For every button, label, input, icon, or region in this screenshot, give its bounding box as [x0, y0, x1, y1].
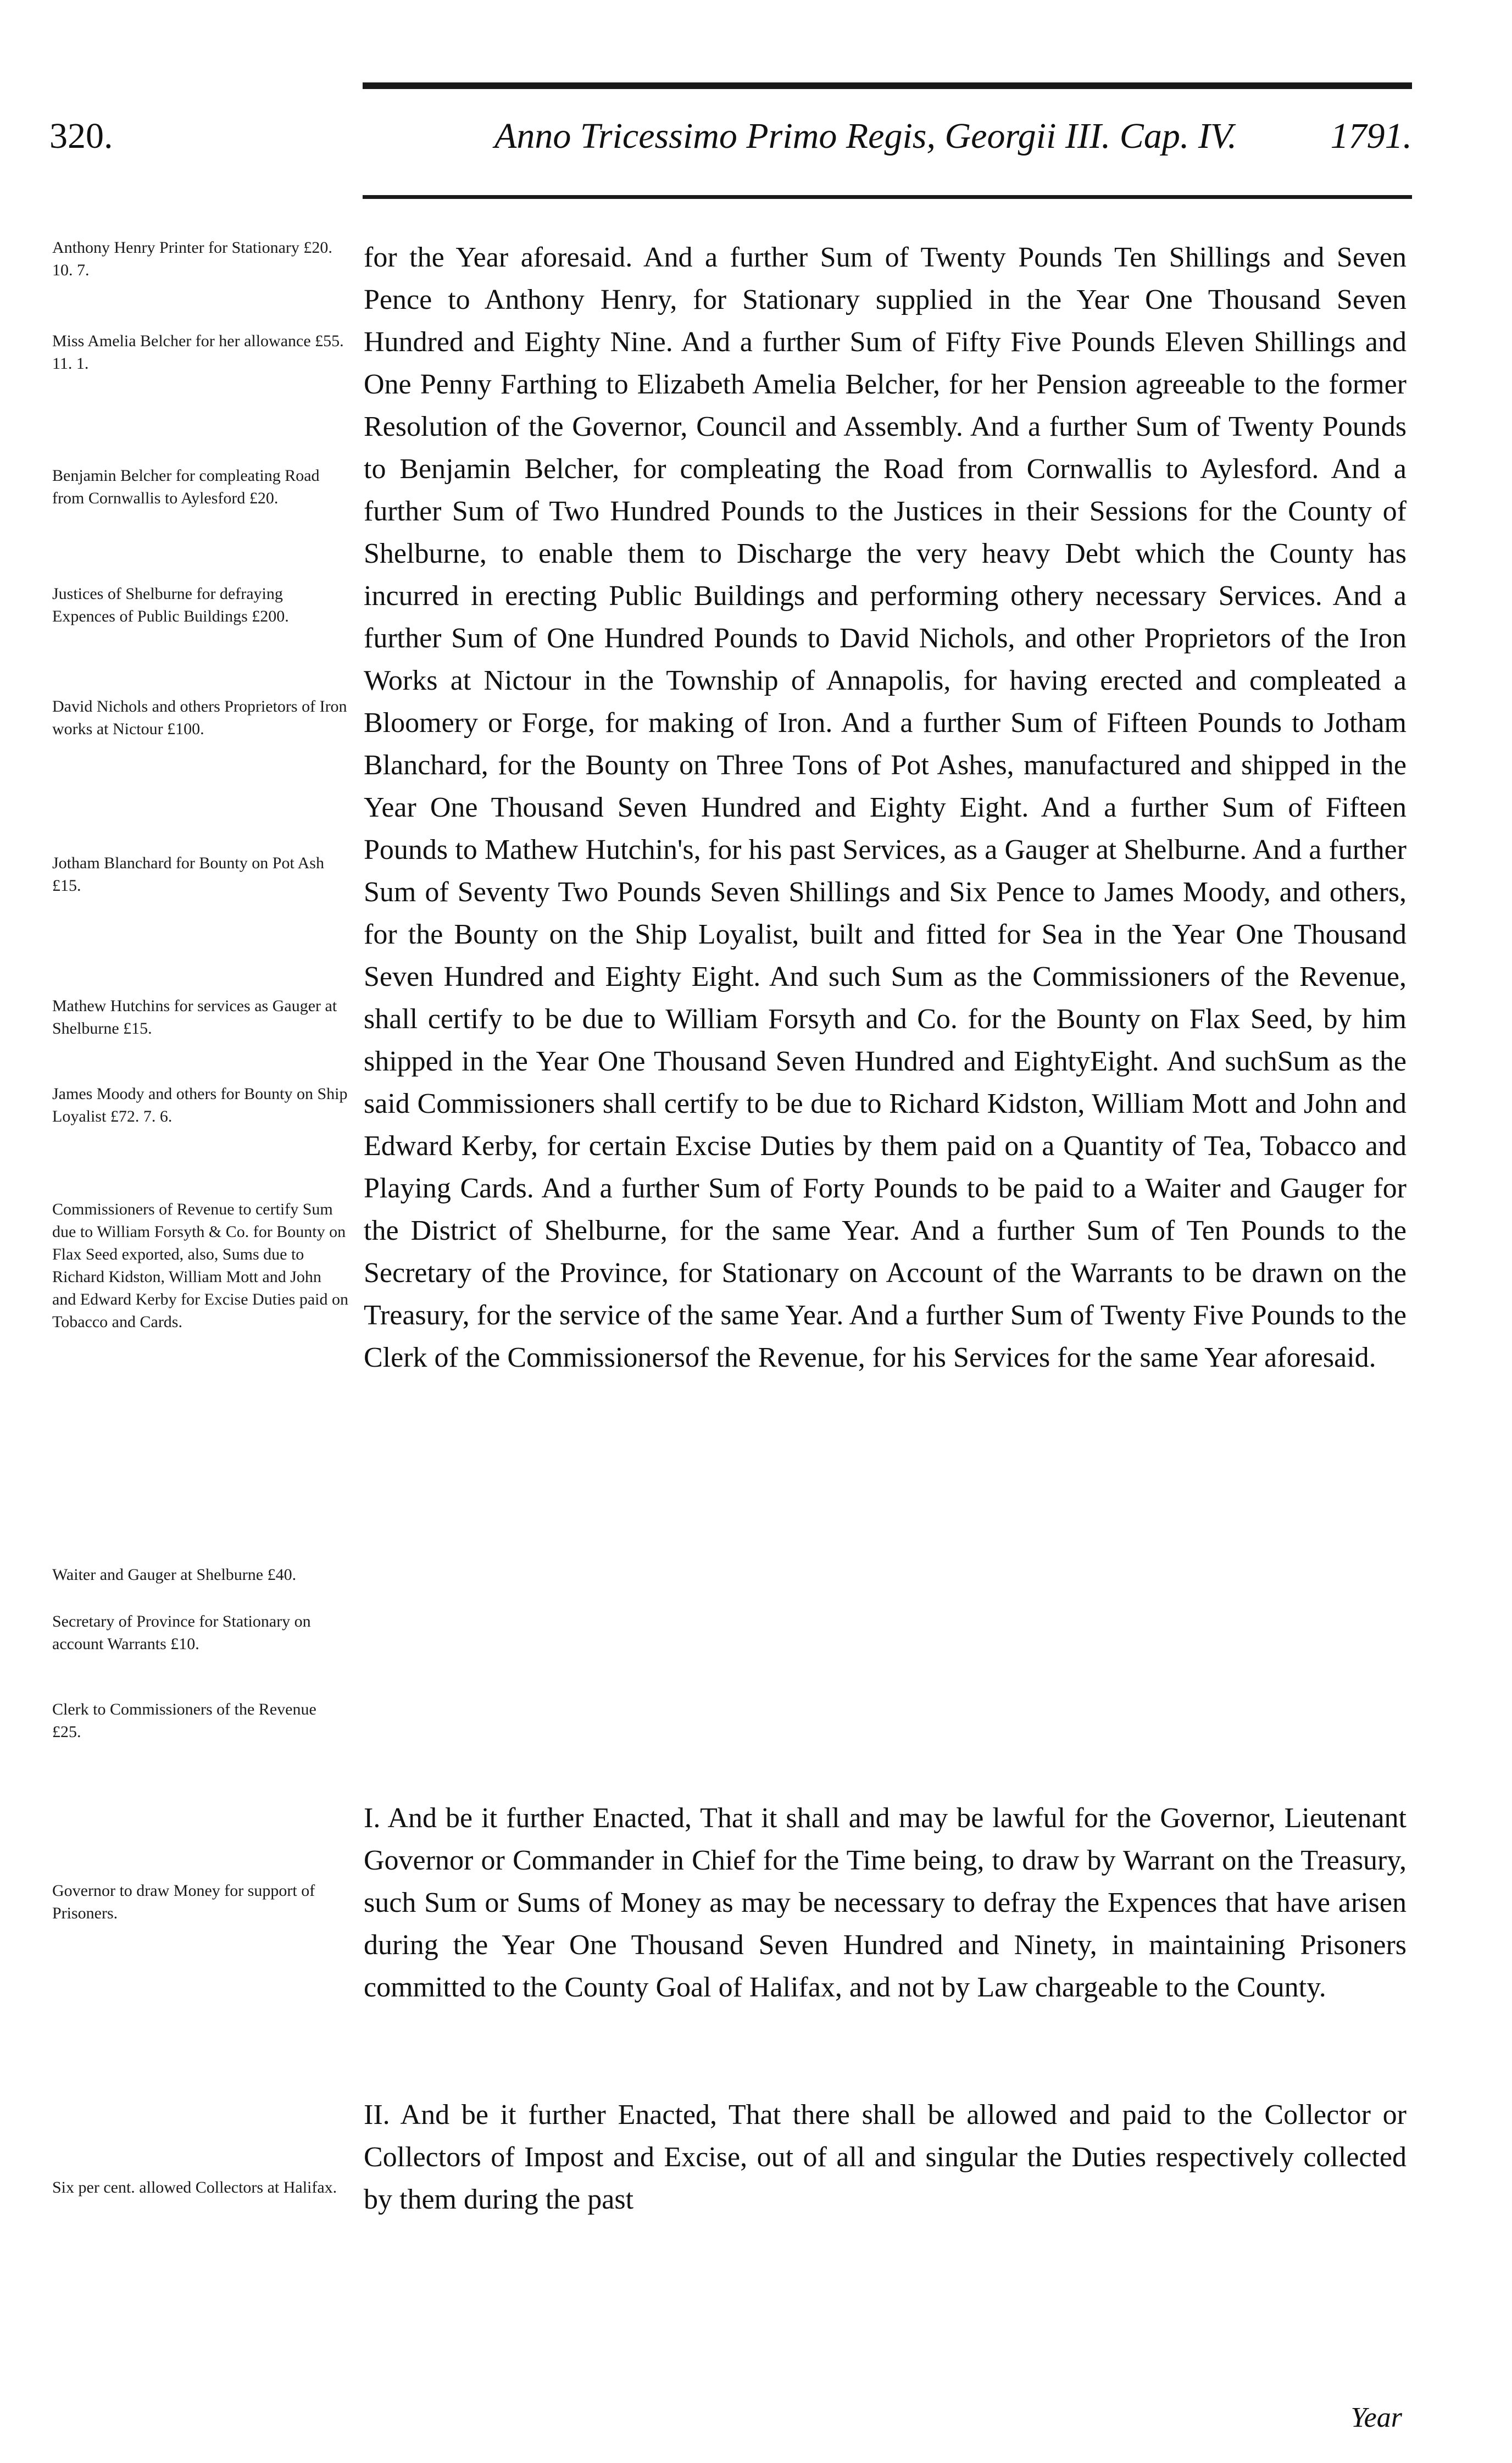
- running-head: [494, 115, 1237, 157]
- margin-note: David Nichols and others Proprietors of Iron works at Nictour £100.: [52, 697, 347, 738]
- page-header: [49, 104, 1412, 176]
- margin-note: Six per cent. allowed Collectors at Halifax.: [52, 2178, 337, 2196]
- margin-note: Clerk to Commissioners of the Revenue £25.: [52, 1700, 316, 1741]
- margin-note: Waiter and Gauger at Shelburne £40.: [52, 1566, 297, 1584]
- margin-note: Justices of Shelburne for defraying Expences of Public Buildings £200.: [52, 585, 289, 625]
- running-head-text: Anno Tricessimo Primo Regis, Georgii III. Cap. IV.: [494, 116, 1237, 156]
- margin-note: Miss Amelia Belcher for her allowance £55. 11. 1.: [52, 332, 344, 373]
- body-paragraph: II. And be it further Enacted, That there shall be allowed and paid to the Collector or Collectors of Impost and Excise, out of all and singular the Duties respectively collected by them during the past: [364, 2099, 1407, 2215]
- margin-note: Commissioners of Revenue to certify Sum due to William Forsyth & Co. for Bounty on Flax Seed exported, also, Sums due to Richard Kidston, William Mott and John and Edward Kerby for Excise Duties paid on Tobacco and Cards.: [52, 1200, 349, 1331]
- page-number: 320.: [49, 116, 113, 156]
- margin-note: Jotham Blanchard for Bounty on Pot Ash £15.: [52, 854, 324, 895]
- margin-note: Anthony Henry Printer for Stationary £20. 10. 7.: [52, 238, 332, 279]
- catchword: Year: [1350, 2402, 1402, 2433]
- margin-note: Benjamin Belcher for compleating Road from Cornwallis to Aylesford £20.: [52, 467, 320, 507]
- margin-note: Mathew Hutchins for services as Gauger at Shelburne £15.: [52, 997, 337, 1038]
- body-paragraph: for the Year aforesaid. And a further Sum of Twenty Pounds Ten Shillings and Seven Pence to Anthony Henry, for Stationary supplied in the Year One Thousand Seven Hundred and Eighty Nine. And a further Sum of Fifty Five Pounds Eleven Shillings and One Penny Farthing to Elizabeth Amelia Belcher, for her Pension agreeable to the former Resolution of the Governor, Council and Assembly. And a further Sum of Twenty Pounds to Benjamin Belcher, for compleating the Road from Cornwallis to Aylesford. And a further Sum of Two Hundred Pounds to the Justices in their Sessions for the County of Shelburne, to enable them to Discharge the very heavy Debt which the County has incurred in erecting Public Buildings and performing othery necessary Services. And a further Sum of One Hundred Pounds to David Nichols, and other Proprietors of the Iron Works at Nictour in the Township of Annapolis, for having erected and compleated a Bloomery or Forge, for making of Iron. And a further Sum of Fifteen Pounds to Jotham Blanchard, for the Bounty on Three Tons of Pot Ashes, manufactured and shipped in the Year One Thousand Seven Hundred and Eighty Eight. And a further Sum of Fifteen Pounds to Mathew Hutchin's, for his past Services, as a Gauger at Shelburne. And a further Sum of Seventy Two Pounds Seven Shillings and Six Pence to James Moody, and others, for the Bounty on the Ship Loyalist, built and fitted for Sea in the Year One Thousand Seven Hundred and Eighty Eight. And such Sum as the Commissioners of the Revenue, shall certify to be due to William Forsyth and Co. for the Bounty on Flax Seed, by him shipped in the Year One Thousand Seven Hundred and EightyEight. And suchSum as the said Commissioners shall certify to be due to Richard Kidston, William Mott and John and Edward Kerby, for certain Excise Duties by them paid on a Quantity of Tea, Tobacco and Playing Cards. And a further Sum of Forty Pounds to be paid to a Waiter and Gauger for the District of Shelburne, for the same Year. And a further Sum of Ten Pounds to the Secretary of the Province, for Stationary on Account of the Warrants to be drawn on the Treasury, for the service of the same Year. And a further Sum of Twenty Five Pounds to the Clerk of the Commissionersof the Revenue, for his Services for the same Year aforesaid.: [364, 242, 1407, 1373]
- margin-note: Secretary of Province for Stationary on account Warrants £10.: [52, 1612, 311, 1653]
- margin-note: James Moody and others for Bounty on Ship Loyalist £72. 7. 6.: [52, 1085, 348, 1125]
- top-rule: [363, 82, 1412, 89]
- year: 1791.: [1330, 116, 1412, 156]
- header-rule: [363, 195, 1412, 199]
- margin-note: Governor to draw Money for support of Prisoners.: [52, 1882, 315, 1922]
- body-paragraph: I. And be it further Enacted, That it shall and may be lawful for the Governor, Lieutenant Governor or Commander in Chief for the Time being, to draw by Warrant on the Treasury, such Sum or Sums of Money as may be necessary to defray the Expences that have arisen during the Year One Thousand Seven Hundred and Ninety, in maintaining Prisoners committed to the County Goal of Halifax, and not by Law chargeable to the County.: [364, 1802, 1407, 2003]
